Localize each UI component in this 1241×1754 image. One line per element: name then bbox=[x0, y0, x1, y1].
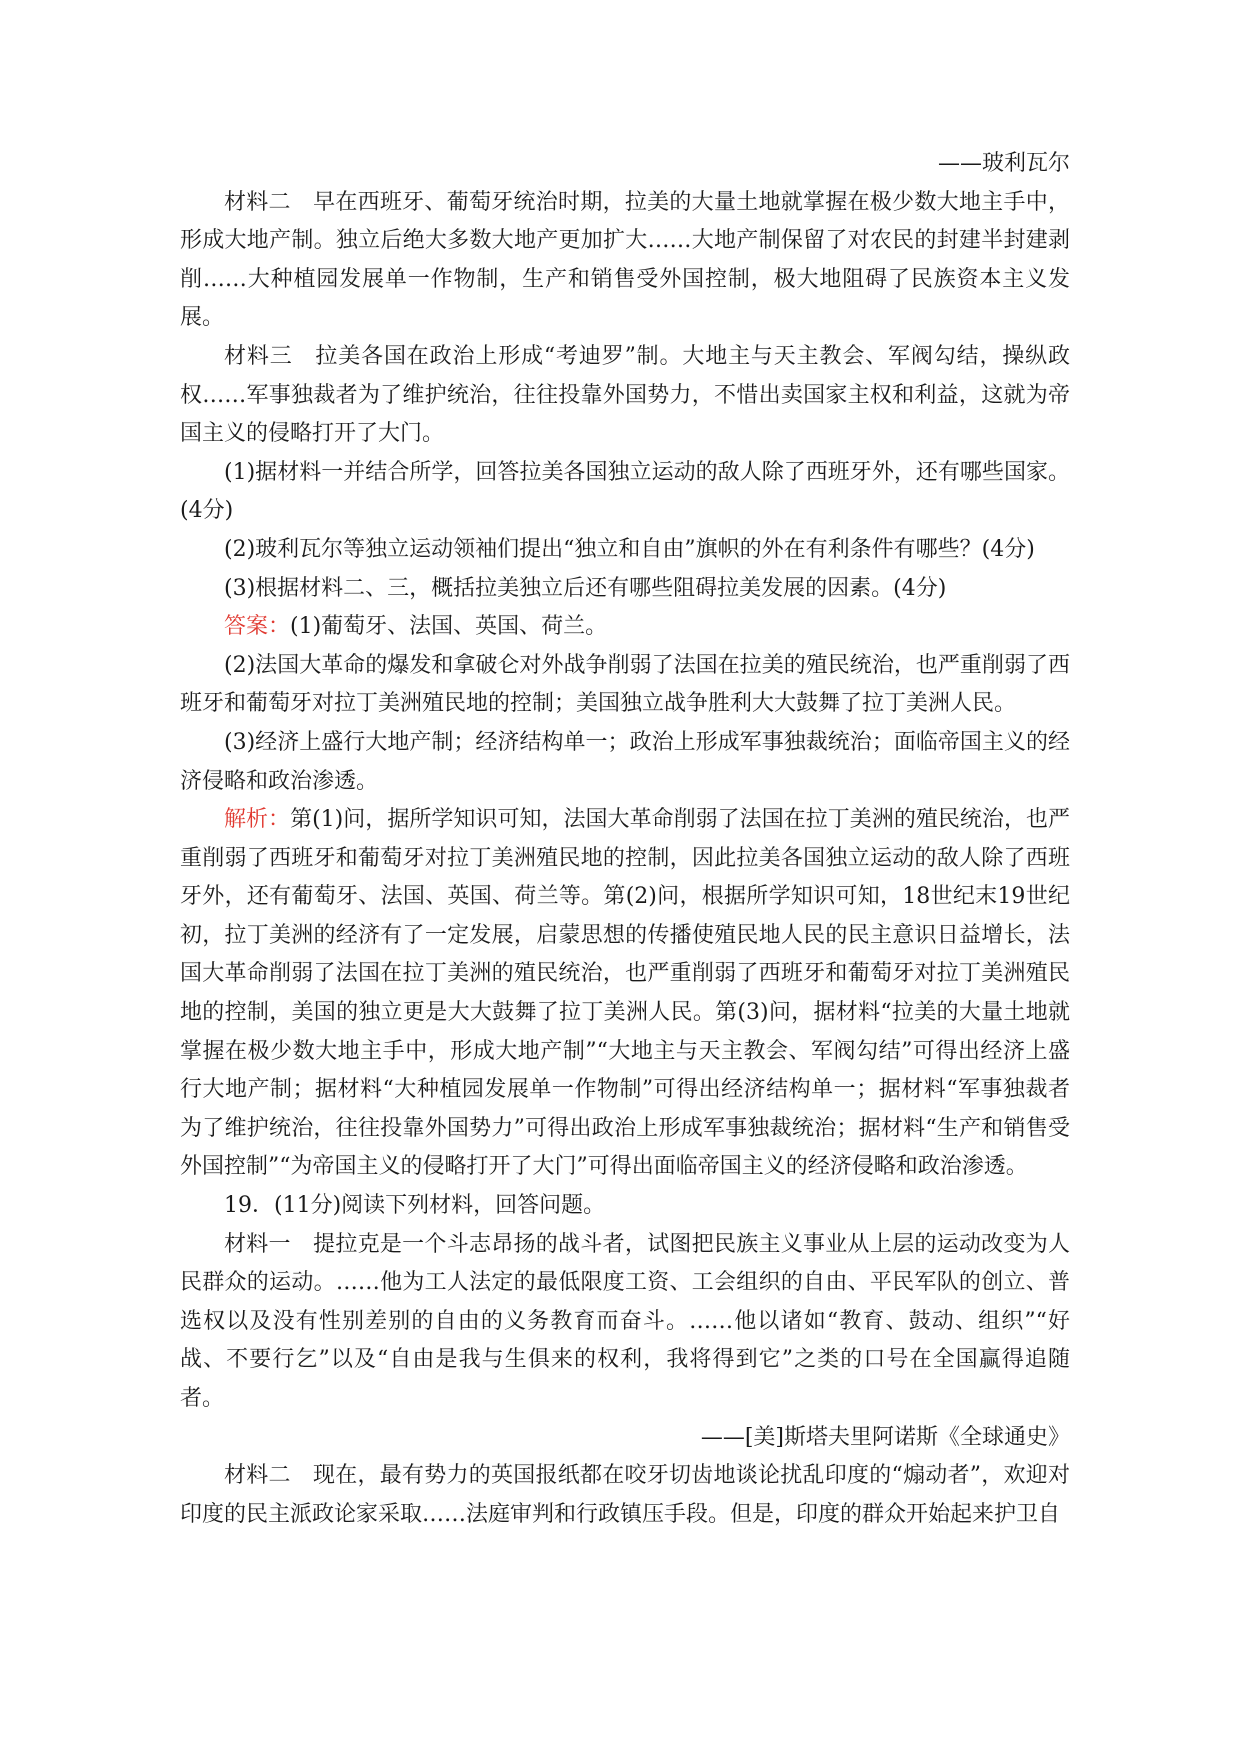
attribution-bolivar: ——玻利瓦尔 bbox=[937, 151, 1070, 176]
attribution-global-history: ——[美]斯塔夫里阿诺斯《全球通史》 bbox=[700, 1424, 1070, 1450]
document-page bbox=[180, 145, 1070, 1534]
question-1: (1)据材料一并结合所学，回答拉美各国独立运动的敌人除了西班牙外，还有哪些国家。(4分) bbox=[180, 459, 1070, 524]
analysis-block bbox=[180, 801, 1070, 1187]
material-three: 材料三 拉美各国在政治上形成“考迪罗”制。大地主与天主教会、军阀勾结，操纵政权……军事独裁者为了维护统治，往往投靠外国势力，不惜出卖国家主权和利益，这就为帝国主义的侵略打开了大门。 bbox=[180, 343, 1070, 447]
answer-label: 答案： bbox=[224, 614, 291, 640]
answer-3: (3)经济上盛行大地产制；经济结构单一；政治上形成军事独裁统治；面临帝国主义的经济侵略和政治渗透。 bbox=[180, 729, 1070, 794]
analysis-text: 第(1)问，据所学知识可知，法国大革命削弱了法国在拉丁美洲的殖民统治，也严重削弱了西班牙和葡萄牙对拉丁美洲殖民地的控制，因此拉美各国独立运动的敌人除了西班牙外，还有葡萄牙、法国、英国、荷兰等。第(2)问，根据所学知识可知，18世纪末19世纪初，拉丁美洲的经济有了一定发展，启蒙思想的传播使殖民地人民的民主意识日益增长，法国大革命削弱了法国在拉丁美洲的殖民统治，也严重削弱了西班牙和葡萄牙对拉丁美洲殖民地的控制，美国的独立更是大大鼓舞了拉丁美洲人民。第(3)问，据材料“拉美的大量土地就掌握在极少数大地主手中，形成大地产制”“大地主与天主教会、军阀勾结”可得出经济上盛行大地产制；据材料“大种植园发展单一作物制”可得出经济结构单一；据材料“军事独裁者为了维护统治，往往投靠外国势力”可得出政治上形成军事独裁统治；据材料“生产和销售受外国控制”“为帝国主义的侵略打开了大门”可得出面临帝国主义的经济侵略和政治渗透。 bbox=[180, 807, 1070, 1180]
question-19: 19．(11分)阅读下列材料，回答问题。 bbox=[224, 1193, 606, 1219]
question-2: (2)玻利瓦尔等独立运动领袖们提出“独立和自由”旗帜的外在有利条件有哪些？(4分) bbox=[224, 536, 1035, 562]
q19-material-one: 材料一 提拉克是一个斗志昂扬的战斗者，试图把民族主义事业从上层的运动改变为人民群众的运动。……他为工人法定的最低限度工资、工会组织的自由、平民军队的创立、普选权以及没有性别差别的自由的义务教育而奋斗。……他以诸如“教育、鼓动、组织”“好战、不要行乞”以及“自由是我与生俱来的权利，我将得到它”之类的口号在全国赢得追随者。 bbox=[180, 1231, 1070, 1411]
answer-2: (2)法国大革命的爆发和拿破仑对外战争削弱了法国在拉美的殖民统治，也严重削弱了西班牙和葡萄牙对拉丁美洲殖民地的控制；美国独立战争胜利大大鼓舞了拉丁美洲人民。 bbox=[180, 652, 1070, 717]
question-3: (3)根据材料二、三，概括拉美独立后还有哪些阻碍拉美发展的因素。(4分) bbox=[224, 575, 947, 601]
analysis-label: 解析： bbox=[224, 807, 291, 833]
answer-1-block bbox=[180, 608, 1070, 647]
material-two: 材料二 早在西班牙、葡萄牙统治时期，拉美的大量土地就掌握在极少数大地主手中，形成大地产制。独立后绝大多数大地产更加扩大……大地产制保留了对农民的封建半封建剥削……大种植园发展单一作物制，生产和销售受外国控制，极大地阻碍了民族资本主义发展。 bbox=[180, 189, 1070, 331]
q19-material-two: 材料二 现在，最有势力的英国报纸都在咬牙切齿地谈论扰乱印度的“煽动者”，欢迎对印度的民主派政论家采取……法庭审判和行政镇压手段。但是，印度的群众开始起来护卫自 bbox=[180, 1463, 1070, 1527]
answer-1: (1)葡萄牙、法国、英国、荷兰。 bbox=[290, 614, 608, 640]
